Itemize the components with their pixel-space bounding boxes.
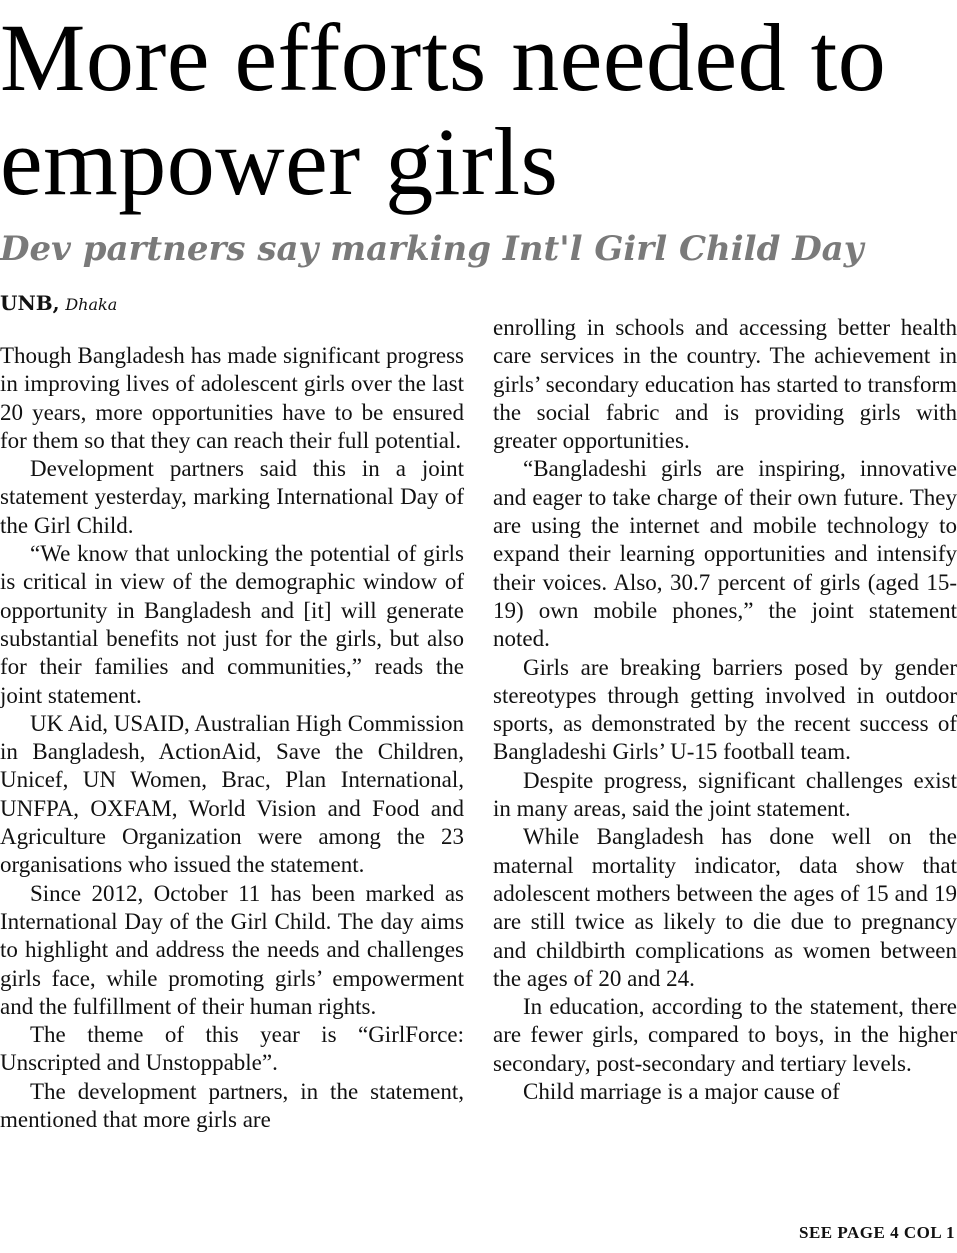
paragraph: “Bangladeshi girls are inspiring, innovative and eager to take charge of their own future. They are using the internet and mobile technology to expand their learning opportunities and intensify their voices. Also, 30.7 percent of girls (aged 15-19) own mobile phones,” the joint statement noted. (493, 456, 957, 652)
article-column-left (0, 342, 464, 1134)
paragraph: The development partners, in the statement, mentioned that more girls are (0, 1078, 464, 1133)
paragraph: Despite progress, significant challenges exist in many areas, said the joint statement. (493, 767, 957, 822)
byline (0, 291, 117, 317)
headline: More efforts needed to empower girls (0, 4, 887, 215)
paragraph: The theme of this year is “GirlForce: Unscripted and Unstoppable”. (0, 1022, 464, 1076)
paragraph: Development partners said this in a joint statement yesterday, marking International Day of the Girl Child. (0, 456, 464, 538)
paragraph: enrolling in schools and accessing better health care services in the country. The achievement in girls’ secondary education has started to transform the social fabric and is providing girls with greater opportunities. (493, 315, 957, 454)
byline-agency: UNB, (0, 291, 60, 315)
paragraph: “We know that unlocking the potential of girls is critical in view of the demographic window of opportunity in Bangladesh and [it] will generate substantial benefits not just for the girls, but also for their families and communities,” reads the joint statement. (0, 541, 464, 708)
paragraph: Though Bangladesh has made significant progress in improving lives of adolescent girls over the last 20 years, more opportunities have to be ensured for them so that they can reach their full potential. (0, 343, 464, 453)
paragraph: In education, according to the statement, there are fewer girls, compared to boys, in the higher secondary, post-secondary and tertiary levels. (493, 994, 957, 1076)
paragraph: Girls are breaking barriers posed by gender stereotypes through getting involved in outdoor sports, as demonstrated by the recent success of Bangladeshi Girls’ U-15 football team. (493, 654, 957, 765)
continuation-jump: SEE PAGE 4 COL 1 (799, 1223, 955, 1242)
paragraph: Since 2012, October 11 has been marked as International Day of the Girl Child. The day aims to highlight and address the needs and challenges girls face, while promoting girls’ empowerment and the fulfillment of their human rights. (0, 880, 464, 1019)
article-column-right (493, 314, 957, 1106)
paragraph: While Bangladesh has done well on the maternal mortality indicator, data show that adolescent mothers between the ages of 15 and 19 are still twice as likely to die due to pregnancy and childbirth complications as women between the ages of 20 and 24. (493, 824, 957, 991)
byline-location: Dhaka (65, 295, 118, 314)
paragraph: Child marriage is a major cause of (523, 1079, 840, 1105)
paragraph: UK Aid, USAID, Australian High Commission in Bangladesh, ActionAid, Save the Children, Unicef, UN Women, Brac, Plan International, UNFPA, OXFAM, World Vision and Food and Agriculture Organization were among the 23 organisations who issued the statement. (0, 710, 464, 878)
subheadline: Dev partners say marking Int'l Girl Child Day (0, 229, 864, 269)
